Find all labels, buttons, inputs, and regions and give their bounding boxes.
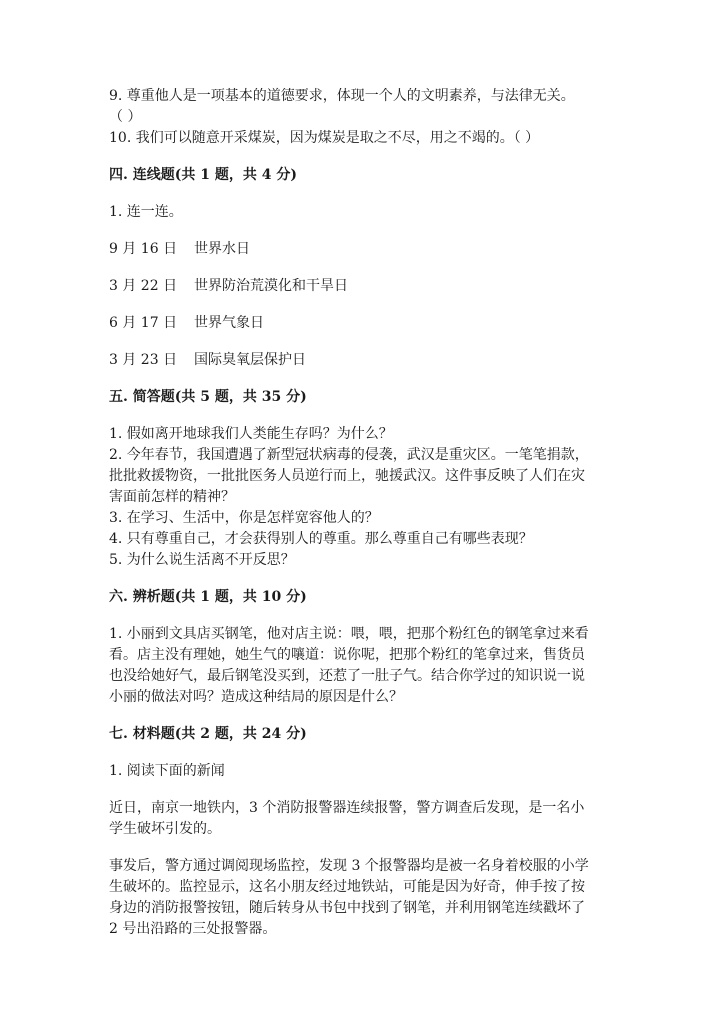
- match-row: [109, 313, 609, 334]
- match-date: 6 月 17 日: [109, 315, 178, 331]
- section-6-line: 1. 小丽到文具店买钢笔，他对店主说：喂，喂，把那个粉红色的钢笔拿过来看: [109, 626, 589, 642]
- section-4-heading: 四. 连线题(共 1 题，共 4 分): [109, 167, 297, 183]
- news-paragraph-2-line: 2 号出沿路的三处报警器。: [109, 921, 277, 937]
- match-row: [109, 239, 609, 260]
- section-4-question-1: 1. 连一连。: [109, 204, 183, 220]
- news-paragraph-2-line: 身边的消防报警按钮，随后转身从书包中找到了钢笔，并利用钢笔连续戳坏了: [109, 900, 585, 916]
- section-5-line: 批批救援物资，一批批医务人员逆行而上，驰援武汉。这件事反映了人们在灾: [109, 468, 585, 484]
- question-10: 10. 我们可以随意开采煤炭，因为煤炭是取之不尽，用之不竭的。（ ）: [109, 130, 540, 146]
- news-paragraph-2-line: 事发后，警方通过调阅现场监控，发现 3 个报警器均是被一名身着校服的小学: [109, 858, 589, 874]
- section-5-line: 4. 只有尊重自己，才会获得别人的尊重。那么尊重自己有哪些表现？: [109, 531, 533, 547]
- section-6-heading: 六. 辨析题(共 1 题，共 10 分): [109, 589, 307, 605]
- match-event: 世界水日: [194, 241, 250, 257]
- match-event: 世界防治荒漠化和干旱日: [194, 278, 348, 294]
- section-6-line: 看。店主没有理她，她生气的嚷道：说你呢，把那个粉红的笔拿过来，售货员: [109, 647, 585, 663]
- section-5-line: 1. 假如离开地球我们人类能生存吗？为什么？: [109, 426, 393, 442]
- section-5-line: 害面前怎样的精神？: [109, 489, 235, 505]
- news-paragraph-1-line: 近日，南京一地铁内，3 个消防报警器连续报警，警方调查后发现，是一名小: [109, 800, 585, 816]
- news-paragraph-1-line: 学生破坏引发的。: [109, 821, 221, 837]
- match-date: 3 月 22 日: [109, 278, 178, 294]
- match-event: 国际臭氧层保护日: [194, 352, 306, 368]
- section-7-heading: 七. 材料题(共 2 题，共 24 分): [109, 726, 307, 742]
- match-row: [109, 350, 609, 371]
- section-6-line: 小丽的做法对吗？造成这种结局的原因是什么？: [109, 689, 403, 705]
- section-5-line: 5. 为什么说生活离不开反思？: [109, 552, 295, 568]
- match-row: [109, 276, 609, 297]
- question-9-line-1: 9. 尊重他人是一项基本的道德要求，体现一个人的文明素养，与法律无关。: [109, 88, 575, 104]
- news-paragraph-2-line: 生破坏的。监控显示，这名小朋友经过地铁站，可能是因为好奇，伸手按了按: [109, 879, 585, 895]
- question-9-line-2: （ ）: [109, 109, 142, 125]
- match-date: 9 月 16 日: [109, 241, 178, 257]
- section-6-line: 也没给她好气，最后钢笔没买到，还惹了一肚子气。结合你学过的知识说一说: [109, 668, 585, 684]
- section-7-question-1: 1. 阅读下面的新闻: [109, 763, 225, 779]
- match-date: 3 月 23 日: [109, 352, 178, 368]
- document-content: [109, 86, 609, 940]
- section-5-line: 3. 在学习、生活中，你是怎样宽容他人的？: [109, 510, 379, 526]
- section-5-line: 2. 今年春节，我国遭遇了新型冠状病毒的侵袭，武汉是重灾区。一笔笔捐款，: [109, 447, 589, 463]
- section-5-heading: 五. 简答题(共 5 题，共 35 分): [109, 389, 307, 405]
- match-event: 世界气象日: [194, 315, 264, 331]
